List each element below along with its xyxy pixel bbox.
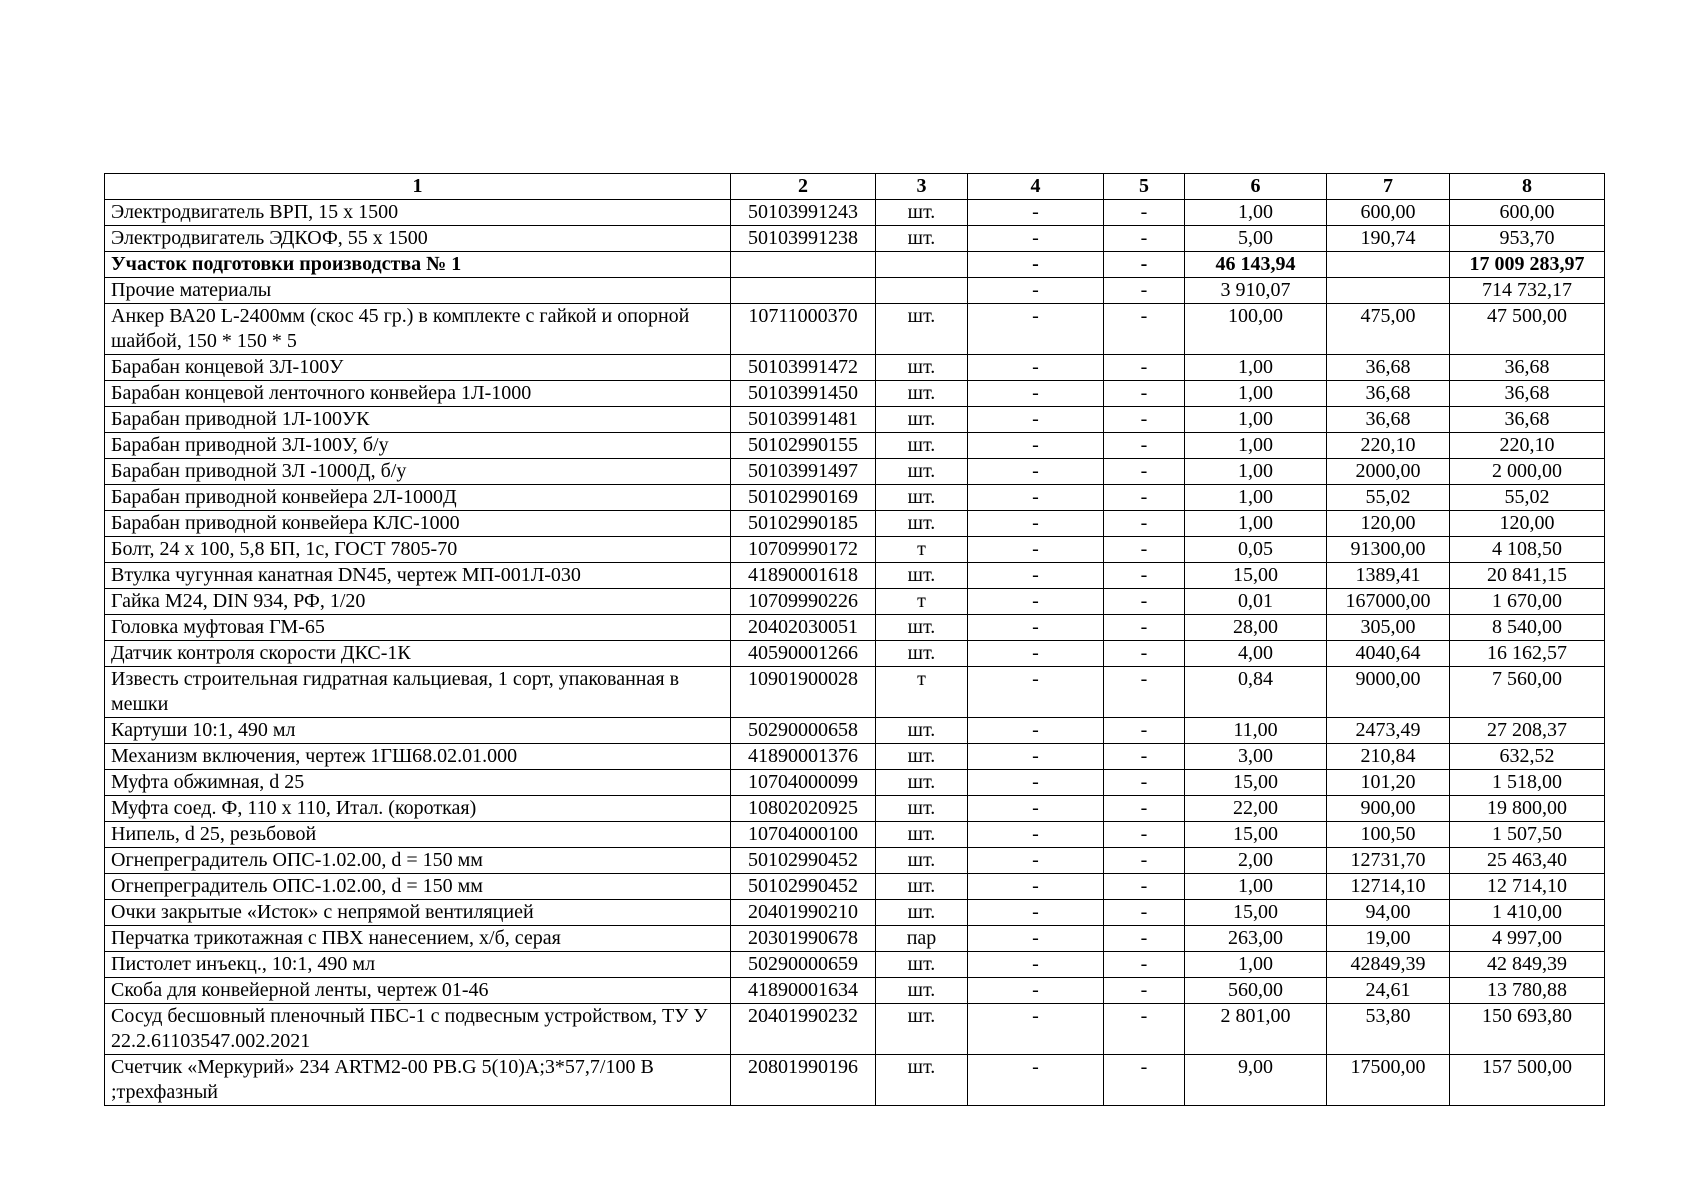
item-unit: шт. — [876, 718, 968, 744]
item-quantity: 28,00 — [1185, 615, 1327, 641]
item-col5: - — [1104, 407, 1185, 433]
item-sum: 1 410,00 — [1450, 900, 1605, 926]
item-col4: - — [968, 848, 1104, 874]
item-code: 50103991450 — [731, 381, 876, 407]
table-row — [105, 641, 1605, 667]
table-row — [105, 744, 1605, 770]
item-col4: - — [968, 615, 1104, 641]
table-row — [105, 926, 1605, 952]
item-code: 50103991497 — [731, 459, 876, 485]
item-price: 305,00 — [1327, 615, 1450, 641]
item-sum: 953,70 — [1450, 226, 1605, 252]
item-price: 24,61 — [1327, 978, 1450, 1004]
item-col4: - — [968, 926, 1104, 952]
item-name: Болт, 24 х 100, 5,8 БП, 1с, ГОСТ 7805-70 — [105, 537, 731, 563]
table-row — [105, 485, 1605, 511]
item-quantity: 15,00 — [1185, 770, 1327, 796]
item-col4: - — [968, 900, 1104, 926]
item-price — [1327, 278, 1450, 304]
item-unit: шт. — [876, 433, 968, 459]
item-price: 36,68 — [1327, 381, 1450, 407]
item-col4: - — [968, 667, 1104, 718]
item-code: 20401990232 — [731, 1004, 876, 1055]
item-unit: шт. — [876, 1055, 968, 1106]
table-body — [105, 200, 1605, 1106]
item-name: Анкер ВА20 L-2400мм (скос 45 гр.) в комплекте с гайкой и опорной шайбой, 150 * 150 * 5 — [105, 304, 731, 355]
item-code: 10711000370 — [731, 304, 876, 355]
item-code: 50290000659 — [731, 952, 876, 978]
item-quantity: 1,00 — [1185, 200, 1327, 226]
item-quantity: 1,00 — [1185, 485, 1327, 511]
item-col4: - — [968, 511, 1104, 537]
item-col5: - — [1104, 252, 1185, 278]
item-col5: - — [1104, 718, 1185, 744]
table-row — [105, 200, 1605, 226]
table-row — [105, 537, 1605, 563]
item-sum: 8 540,00 — [1450, 615, 1605, 641]
materials-table — [104, 173, 1605, 1106]
item-price: 12714,10 — [1327, 874, 1450, 900]
item-code: 20301990678 — [731, 926, 876, 952]
item-name: Перчатка трикотажная с ПВХ нанесением, х/б, серая — [105, 926, 731, 952]
table-row — [105, 978, 1605, 1004]
item-unit: шт. — [876, 485, 968, 511]
item-sum: 157 500,00 — [1450, 1055, 1605, 1106]
item-name: Гайка М24, DIN 934, РФ, 1/20 — [105, 589, 731, 615]
item-sum: 2 000,00 — [1450, 459, 1605, 485]
table-row — [105, 407, 1605, 433]
item-col4: - — [968, 822, 1104, 848]
item-sum: 150 693,80 — [1450, 1004, 1605, 1055]
item-unit: шт. — [876, 744, 968, 770]
table-row — [105, 355, 1605, 381]
table-row — [105, 226, 1605, 252]
item-unit: шт. — [876, 822, 968, 848]
item-quantity: 1,00 — [1185, 874, 1327, 900]
item-quantity: 22,00 — [1185, 796, 1327, 822]
table-row — [105, 304, 1605, 355]
table-row — [105, 615, 1605, 641]
item-col5: - — [1104, 822, 1185, 848]
item-col5: - — [1104, 485, 1185, 511]
item-code: 10704000100 — [731, 822, 876, 848]
item-sum: 632,52 — [1450, 744, 1605, 770]
item-code: 50102990155 — [731, 433, 876, 459]
item-col5: - — [1104, 278, 1185, 304]
item-name: Барабан приводной 3Л-100У, б/у — [105, 433, 731, 459]
item-col5: - — [1104, 459, 1185, 485]
item-name: Скоба для конвейерной ленты, чертеж 01-46 — [105, 978, 731, 1004]
item-col5: - — [1104, 537, 1185, 563]
item-unit: т — [876, 667, 968, 718]
table-row — [105, 900, 1605, 926]
table-row — [105, 667, 1605, 718]
item-sum: 120,00 — [1450, 511, 1605, 537]
item-unit: шт. — [876, 770, 968, 796]
col-header: 2 — [731, 174, 876, 200]
item-sum: 4 108,50 — [1450, 537, 1605, 563]
item-unit: шт. — [876, 407, 968, 433]
item-sum: 220,10 — [1450, 433, 1605, 459]
item-col4: - — [968, 355, 1104, 381]
table-row — [105, 278, 1605, 304]
item-name: Нипель, d 25, резьбовой — [105, 822, 731, 848]
table-row — [105, 952, 1605, 978]
item-quantity: 3 910,07 — [1185, 278, 1327, 304]
item-quantity: 1,00 — [1185, 433, 1327, 459]
item-col4: - — [968, 407, 1104, 433]
item-price: 94,00 — [1327, 900, 1450, 926]
item-name: Барабан приводной конвейера 2Л-1000Д — [105, 485, 731, 511]
item-unit: пар — [876, 926, 968, 952]
item-col4: - — [968, 252, 1104, 278]
item-name: Барабан приводной 3Л -1000Д, б/у — [105, 459, 731, 485]
item-col4: - — [968, 563, 1104, 589]
item-col5: - — [1104, 796, 1185, 822]
item-quantity: 560,00 — [1185, 978, 1327, 1004]
item-name: Головка муфтовая ГМ-65 — [105, 615, 731, 641]
item-unit: шт. — [876, 200, 968, 226]
item-quantity: 1,00 — [1185, 952, 1327, 978]
item-quantity: 2,00 — [1185, 848, 1327, 874]
col-header: 7 — [1327, 174, 1450, 200]
item-code: 41890001618 — [731, 563, 876, 589]
item-quantity: 11,00 — [1185, 718, 1327, 744]
item-col4: - — [968, 874, 1104, 900]
table-row — [105, 796, 1605, 822]
item-unit — [876, 252, 968, 278]
item-col4: - — [968, 1055, 1104, 1106]
item-col5: - — [1104, 978, 1185, 1004]
item-name: Пистолет инъекц., 10:1, 490 мл — [105, 952, 731, 978]
item-price — [1327, 252, 1450, 278]
item-sum: 27 208,37 — [1450, 718, 1605, 744]
item-col4: - — [968, 381, 1104, 407]
item-code: 50103991238 — [731, 226, 876, 252]
item-col5: - — [1104, 744, 1185, 770]
item-col4: - — [968, 641, 1104, 667]
item-code: 10709990226 — [731, 589, 876, 615]
item-col4: - — [968, 226, 1104, 252]
table-row — [105, 459, 1605, 485]
item-price: 53,80 — [1327, 1004, 1450, 1055]
item-sum: 13 780,88 — [1450, 978, 1605, 1004]
table-row — [105, 589, 1605, 615]
item-quantity: 0,01 — [1185, 589, 1327, 615]
item-sum: 47 500,00 — [1450, 304, 1605, 355]
item-col5: - — [1104, 615, 1185, 641]
item-col5: - — [1104, 641, 1185, 667]
item-unit: шт. — [876, 978, 968, 1004]
item-name: Муфта обжимная, d 25 — [105, 770, 731, 796]
item-col5: - — [1104, 1055, 1185, 1106]
item-col5: - — [1104, 874, 1185, 900]
item-col5: - — [1104, 226, 1185, 252]
item-price: 475,00 — [1327, 304, 1450, 355]
item-code: 50103991243 — [731, 200, 876, 226]
item-price: 17500,00 — [1327, 1055, 1450, 1106]
item-unit: шт. — [876, 355, 968, 381]
item-quantity: 1,00 — [1185, 355, 1327, 381]
item-sum: 36,68 — [1450, 355, 1605, 381]
item-name: Электродвигатель ВРП, 15 х 1500 — [105, 200, 731, 226]
item-code: 50102990452 — [731, 848, 876, 874]
item-col4: - — [968, 459, 1104, 485]
item-col4: - — [968, 278, 1104, 304]
item-col4: - — [968, 744, 1104, 770]
item-name: Очки закрытые «Исток» с непрямой вентиляцией — [105, 900, 731, 926]
item-sum: 55,02 — [1450, 485, 1605, 511]
item-price: 600,00 — [1327, 200, 1450, 226]
item-col4: - — [968, 433, 1104, 459]
item-unit: шт. — [876, 563, 968, 589]
item-quantity: 1,00 — [1185, 511, 1327, 537]
item-name: Огнепреградитель ОПС-1.02.00, d = 150 мм — [105, 874, 731, 900]
item-sum: 36,68 — [1450, 381, 1605, 407]
item-name: Барабан приводной конвейера КЛС-1000 — [105, 511, 731, 537]
item-sum: 17 009 283,97 — [1450, 252, 1605, 278]
item-code: 10802020925 — [731, 796, 876, 822]
item-quantity: 263,00 — [1185, 926, 1327, 952]
item-quantity: 2 801,00 — [1185, 1004, 1327, 1055]
item-col5: - — [1104, 563, 1185, 589]
item-name: Счетчик «Меркурий» 234 ARTM2-00 PB.G 5(10)A;3*57,7/100 В ;трехфазный — [105, 1055, 731, 1106]
table-row — [105, 1055, 1605, 1106]
item-col5: - — [1104, 900, 1185, 926]
item-col5: - — [1104, 355, 1185, 381]
table-row — [105, 874, 1605, 900]
item-name: Электродвигатель ЭДКОФ, 55 х 1500 — [105, 226, 731, 252]
item-col4: - — [968, 485, 1104, 511]
item-code: 20402030051 — [731, 615, 876, 641]
item-col5: - — [1104, 1004, 1185, 1055]
item-unit: т — [876, 589, 968, 615]
item-col5: - — [1104, 433, 1185, 459]
item-name: Барабан концевой ленточного конвейера 1Л-1000 — [105, 381, 731, 407]
table-row — [105, 563, 1605, 589]
item-sum: 25 463,40 — [1450, 848, 1605, 874]
item-sum: 16 162,57 — [1450, 641, 1605, 667]
table-row — [105, 1004, 1605, 1055]
item-price: 2473,49 — [1327, 718, 1450, 744]
item-quantity: 1,00 — [1185, 381, 1327, 407]
item-unit: шт. — [876, 1004, 968, 1055]
col-header: 1 — [105, 174, 731, 200]
item-name: Сосуд бесшовный пленочный ПБС-1 с подвесным устройством, ТУ У 22.2.61103547.002.2021 — [105, 1004, 731, 1055]
item-unit: шт. — [876, 226, 968, 252]
table-row — [105, 433, 1605, 459]
item-price: 42849,39 — [1327, 952, 1450, 978]
col-header: 5 — [1104, 174, 1185, 200]
item-unit: шт. — [876, 952, 968, 978]
item-sum: 19 800,00 — [1450, 796, 1605, 822]
item-col5: - — [1104, 926, 1185, 952]
item-unit — [876, 278, 968, 304]
item-col4: - — [968, 1004, 1104, 1055]
item-col5: - — [1104, 770, 1185, 796]
item-code — [731, 252, 876, 278]
item-code: 50290000658 — [731, 718, 876, 744]
item-sum: 36,68 — [1450, 407, 1605, 433]
item-price: 1389,41 — [1327, 563, 1450, 589]
item-code: 50102990452 — [731, 874, 876, 900]
item-col4: - — [968, 770, 1104, 796]
item-unit: шт. — [876, 848, 968, 874]
item-col4: - — [968, 718, 1104, 744]
item-code: 41890001376 — [731, 744, 876, 770]
item-price: 4040,64 — [1327, 641, 1450, 667]
item-price: 220,10 — [1327, 433, 1450, 459]
col-header: 3 — [876, 174, 968, 200]
item-quantity: 100,00 — [1185, 304, 1327, 355]
item-name: Муфта соед. Ф, 110 х 110, Итал. (короткая) — [105, 796, 731, 822]
item-sum: 4 997,00 — [1450, 926, 1605, 952]
item-sum: 1 518,00 — [1450, 770, 1605, 796]
item-col4: - — [968, 537, 1104, 563]
item-sum: 20 841,15 — [1450, 563, 1605, 589]
item-code: 20401990210 — [731, 900, 876, 926]
item-price: 101,20 — [1327, 770, 1450, 796]
item-unit: шт. — [876, 615, 968, 641]
item-code: 50103991481 — [731, 407, 876, 433]
table-row — [105, 381, 1605, 407]
col-header: 6 — [1185, 174, 1327, 200]
item-col5: - — [1104, 381, 1185, 407]
col-header: 4 — [968, 174, 1104, 200]
item-quantity: 5,00 — [1185, 226, 1327, 252]
item-price: 167000,00 — [1327, 589, 1450, 615]
item-name: Барабан приводной 1Л-100УК — [105, 407, 731, 433]
item-code: 41890001634 — [731, 978, 876, 1004]
item-price: 91300,00 — [1327, 537, 1450, 563]
item-name: Известь строительная гидратная кальциевая, 1 сорт, упакованная в мешки — [105, 667, 731, 718]
item-price: 55,02 — [1327, 485, 1450, 511]
table-row — [105, 252, 1605, 278]
item-price: 12731,70 — [1327, 848, 1450, 874]
item-col5: - — [1104, 589, 1185, 615]
col-header: 8 — [1450, 174, 1605, 200]
item-quantity: 0,84 — [1185, 667, 1327, 718]
item-code: 20801990196 — [731, 1055, 876, 1106]
table-row — [105, 770, 1605, 796]
item-col4: - — [968, 978, 1104, 1004]
item-code: 40590001266 — [731, 641, 876, 667]
item-col5: - — [1104, 304, 1185, 355]
item-unit: шт. — [876, 511, 968, 537]
item-name: Датчик контроля скорости ДКС-1К — [105, 641, 731, 667]
item-name: Участок подготовки производства № 1 — [105, 252, 731, 278]
item-name: Картуши 10:1, 490 мл — [105, 718, 731, 744]
item-price: 9000,00 — [1327, 667, 1450, 718]
table-row — [105, 511, 1605, 537]
item-unit: шт. — [876, 874, 968, 900]
table-row — [105, 718, 1605, 744]
item-col5: - — [1104, 511, 1185, 537]
item-col5: - — [1104, 200, 1185, 226]
item-col5: - — [1104, 848, 1185, 874]
item-col4: - — [968, 304, 1104, 355]
item-name: Механизм включения, чертеж 1ГШ68.02.01.000 — [105, 744, 731, 770]
item-code: 10704000099 — [731, 770, 876, 796]
item-sum: 7 560,00 — [1450, 667, 1605, 718]
item-name: Барабан концевой 3Л-100У — [105, 355, 731, 381]
item-unit: т — [876, 537, 968, 563]
item-sum: 714 732,17 — [1450, 278, 1605, 304]
item-quantity: 15,00 — [1185, 822, 1327, 848]
header-row — [105, 174, 1605, 200]
item-price: 100,50 — [1327, 822, 1450, 848]
item-col5: - — [1104, 667, 1185, 718]
item-quantity: 46 143,94 — [1185, 252, 1327, 278]
item-name: Огнепреградитель ОПС-1.02.00, d = 150 мм — [105, 848, 731, 874]
table-row — [105, 848, 1605, 874]
item-name: Втулка чугунная канатная DN45, чертеж МП-001Л-030 — [105, 563, 731, 589]
item-code — [731, 278, 876, 304]
item-unit: шт. — [876, 381, 968, 407]
item-unit: шт. — [876, 641, 968, 667]
item-col4: - — [968, 200, 1104, 226]
item-sum: 1 670,00 — [1450, 589, 1605, 615]
item-sum: 1 507,50 — [1450, 822, 1605, 848]
item-code: 50102990169 — [731, 485, 876, 511]
item-col4: - — [968, 796, 1104, 822]
item-price: 36,68 — [1327, 355, 1450, 381]
item-unit: шт. — [876, 304, 968, 355]
item-quantity: 15,00 — [1185, 900, 1327, 926]
item-col4: - — [968, 952, 1104, 978]
item-price: 900,00 — [1327, 796, 1450, 822]
item-price: 190,74 — [1327, 226, 1450, 252]
item-quantity: 0,05 — [1185, 537, 1327, 563]
item-code: 10901900028 — [731, 667, 876, 718]
item-quantity: 15,00 — [1185, 563, 1327, 589]
item-quantity: 1,00 — [1185, 407, 1327, 433]
item-code: 50102990185 — [731, 511, 876, 537]
item-sum: 12 714,10 — [1450, 874, 1605, 900]
item-price: 19,00 — [1327, 926, 1450, 952]
item-name: Прочие материалы — [105, 278, 731, 304]
item-quantity: 1,00 — [1185, 459, 1327, 485]
item-code: 50103991472 — [731, 355, 876, 381]
item-code: 10709990172 — [731, 537, 876, 563]
item-price: 120,00 — [1327, 511, 1450, 537]
item-sum: 600,00 — [1450, 200, 1605, 226]
item-sum: 42 849,39 — [1450, 952, 1605, 978]
item-price: 210,84 — [1327, 744, 1450, 770]
item-quantity: 4,00 — [1185, 641, 1327, 667]
item-col5: - — [1104, 952, 1185, 978]
item-price: 36,68 — [1327, 407, 1450, 433]
item-quantity: 3,00 — [1185, 744, 1327, 770]
item-unit: шт. — [876, 900, 968, 926]
item-quantity: 9,00 — [1185, 1055, 1327, 1106]
item-price: 2000,00 — [1327, 459, 1450, 485]
item-col4: - — [968, 589, 1104, 615]
table-row — [105, 822, 1605, 848]
item-unit: шт. — [876, 459, 968, 485]
item-unit: шт. — [876, 796, 968, 822]
